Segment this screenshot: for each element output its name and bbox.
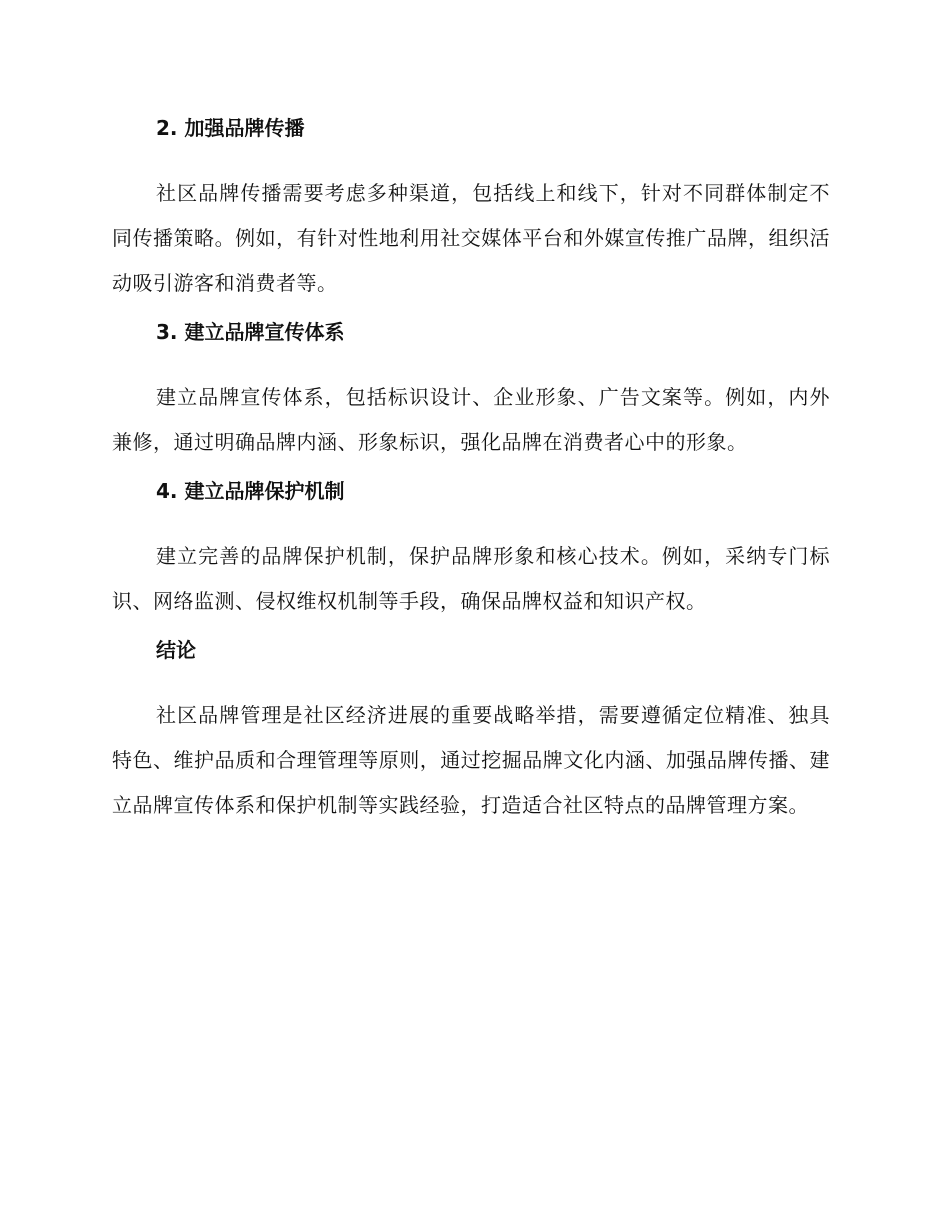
section-paragraph: 社区品牌管理是社区经济进展的重要战略举措，需要遵循定位精准、独具特色、维护品质和合理管理等原则，通过挖掘品牌文化内涵、加强品牌传播、建立品牌宣传体系和保护机制等实践经验，打造适合社区特点的品牌管理方案。 <box>112 703 830 817</box>
section-paragraph: 建立品牌宣传体系，包括标识设计、企业形象、广告文案等。例如，内外兼修，通过明确品牌内涵、形象标识，强化品牌在消费者心中的形象。 <box>112 385 830 454</box>
section-brand-communication <box>112 112 830 306</box>
section-conclusion <box>112 634 830 828</box>
section-brand-protection <box>112 475 830 624</box>
section-heading: 3. 建立品牌宣传体系 <box>156 320 345 344</box>
section-paragraph: 建立完善的品牌保护机制，保护品牌形象和核心技术。例如，采纳专门标识、网络监测、侵权维权机制等手段，确保品牌权益和知识产权。 <box>112 544 830 613</box>
section-brand-promotion-system <box>112 316 830 465</box>
section-paragraph: 社区品牌传播需要考虑多种渠道，包括线上和线下，针对不同群体制定不同传播策略。例如，有针对性地利用社交媒体平台和外媒宣传推广品牌，组织活动吸引游客和消费者等。 <box>112 181 830 295</box>
section-heading: 4. 建立品牌保护机制 <box>156 479 345 503</box>
section-heading: 结论 <box>156 638 196 662</box>
section-heading: 2. 加强品牌传播 <box>156 116 305 140</box>
